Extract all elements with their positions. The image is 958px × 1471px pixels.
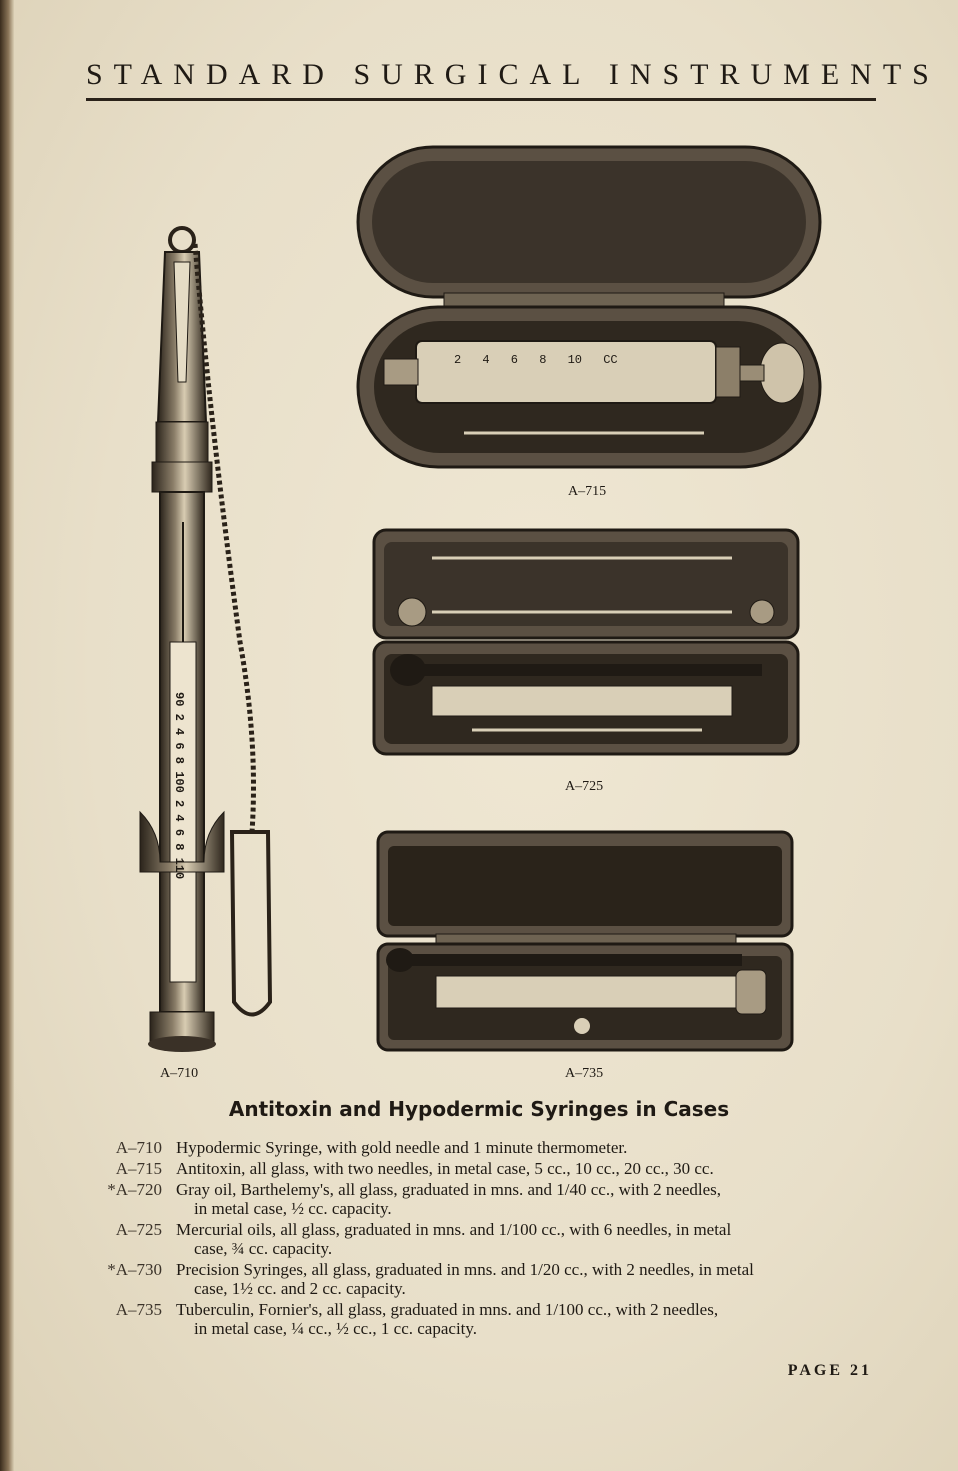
page-header: STANDARD SURGICAL INSTRUMENTS <box>86 58 940 91</box>
item-code: A–710 <box>115 1138 162 1157</box>
item-description: Gray oil, Barthelemy's, all glass, graduated in mns. and 1/40 cc., with 2 needles, in metal case, ½ cc. capacity. <box>176 1180 722 1218</box>
caption-a715: A–715 <box>568 484 607 499</box>
section-title: Antitoxin and Hypodermic Syringes in Cases <box>228 1097 730 1121</box>
syringe-a710-illustration <box>120 222 290 1062</box>
item-description: Mercurial oils, all glass, graduated in mns. and 1/100 cc., with 6 needles, in metal case, ¾ cc. capacity. <box>176 1220 732 1258</box>
syringe-case-a735-illustration <box>376 830 794 1054</box>
item-description: Hypodermic Syringe, with gold needle and 1 minute thermometer. <box>176 1138 628 1157</box>
item-code: *A–730 <box>107 1260 162 1279</box>
syringe-scale: 2 4 6 8 10 CC <box>454 353 618 367</box>
list-item <box>78 1220 878 1258</box>
caption-a735: A–735 <box>565 1066 604 1081</box>
item-description: Precision Syringes, all glass, graduated in mns. and 1/20 cc., with 2 needles, in metal case, 1½ cc. and 2 cc. capacity. <box>176 1260 754 1298</box>
item-description: Antitoxin, all glass, with two needles, in metal case, 5 cc., 10 cc., 20 cc., 30 cc. <box>176 1159 714 1178</box>
header-rule <box>86 98 876 101</box>
syringe-case-a725-illustration <box>372 528 800 758</box>
item-code: *A–720 <box>107 1180 162 1199</box>
item-code: A–715 <box>115 1159 162 1178</box>
caption-a710: A–710 <box>160 1066 199 1081</box>
list-item <box>78 1260 878 1298</box>
book-spine-shadow <box>0 0 14 1471</box>
list-item <box>78 1138 878 1157</box>
item-code: A–735 <box>115 1300 162 1319</box>
item-list <box>78 1138 878 1340</box>
item-description: Tuberculin, Fornier's, all glass, graduated in mns. and 1/100 cc., with 2 needles, in metal case, ¼ cc., ½ cc., 1 cc. capacity. <box>176 1300 719 1338</box>
item-code: A–725 <box>115 1220 162 1239</box>
list-item <box>78 1159 878 1178</box>
page-number: PAGE 21 <box>787 1362 872 1379</box>
list-item <box>78 1180 878 1218</box>
list-item <box>78 1300 878 1338</box>
thermometer-scale: 90 2 4 6 8 100 2 4 6 8 110 <box>172 692 186 880</box>
syringe-case-a715-illustration <box>354 143 824 473</box>
caption-a725: A–725 <box>565 779 604 794</box>
